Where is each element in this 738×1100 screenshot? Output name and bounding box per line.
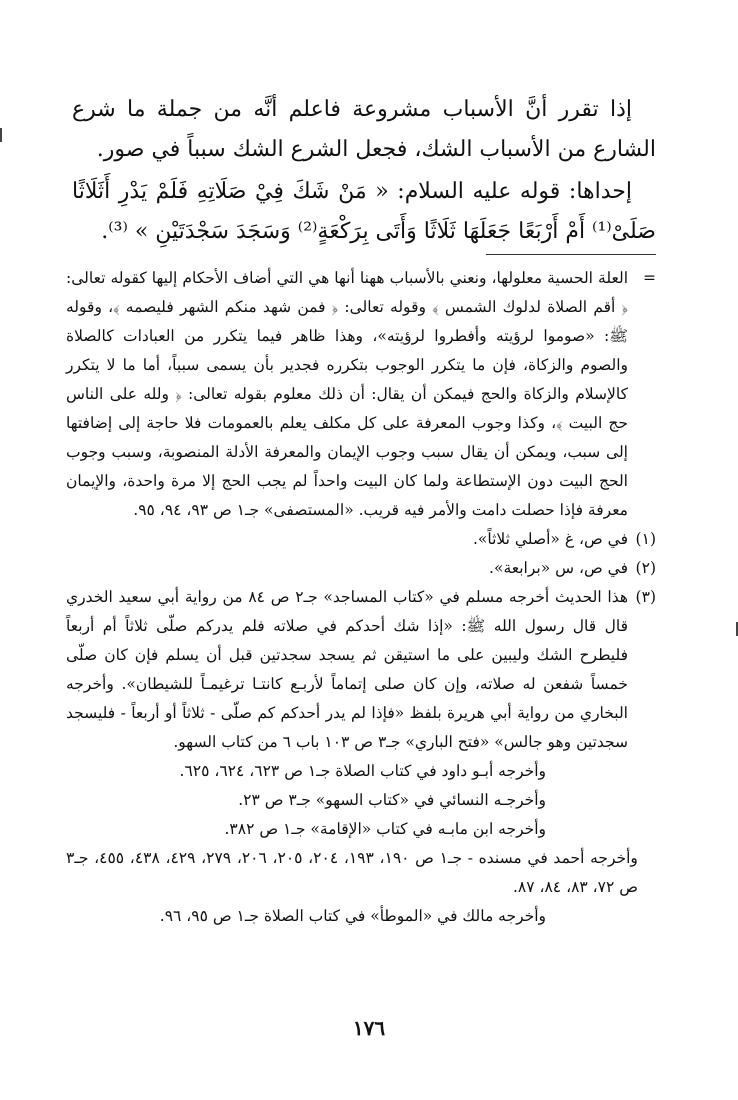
footnote-continuation xyxy=(66,264,656,525)
footnote-text: العلة الحسية معلولها، ونعني بالأسباب ههنا أنها هي التي أضاف الأحكام إليها كقوله تعالى: ﴿ أقم الصلاة لدلوك الشمس ﴾ وقوله تعالى: ﴿ فمن شهد منكم الشهر فليصمه ﴾، وقوله ﷺ: «صوموا لرؤيته وأفطروا لرؤيته»، وهذا ظاهر فيما يتكرر من العبادات كالصلاة والصوم والزكاة، فإن ما يتكرر الوجوب بتكرره فجدير بأن يسمى سبباً، أما ما لا يتكرر كالإسلام والزكاة والحج فيمكن أن يقال: أن ذلك معلوم بقوله تعالى: ﴿ ولله على الناس حج البيت ﴾، وكذا وجوب المعرفة على كل مكلف يعلم بالعمومات فلا حاجة إلى إضافتها إلى سبب، ويمكن أن يقال سبب وجوب الإيمان والمعرفة الأدلة المنصوبة، وسبب وجوب الحج البيت دون الإستطاعة ولما كان البيت واحداً لم يجب الحج إلا مرة واحدة، والإيمان معرفة فإذا حصلت دامت والأمر فيه قريب. «المستصفى» جـ١ ص ٩٣، ٩٤، ٩٥. xyxy=(66,269,628,519)
continuation-mark: = xyxy=(643,269,656,287)
footnote-1 xyxy=(66,525,656,554)
main-paragraph: إذا تقرر أنَّ الأسباب مشروعة فاعلم أنَّه من جملة ما شرع الشارع من الأسباب الشك، فجعل الشرع الشك سبباً في صور. xyxy=(72,97,656,162)
footnote-3-source: وأخرجه مالك في «الموطأ» في كتاب الصلاة جـ١ ص ٩٥، ٩٦. xyxy=(159,907,546,925)
footnote-text: هذا الحديث أخرجه مسلم في «كتاب المساجد» جـ٢ ص ٨٤ من رواية أبي سعيد الخدري قال قال رسول الله ﷺ: «إذا شك أحدكم في صلاته فلم يدركم صلّى ثلاثاً أم أربعاً فليطرح الشك وليبين على ما استيقن ثم يسجد سجدتين قبل أن يسلم فإن كان صلّى خمساً شفعن له صلاته، وإن كان صلى إتماماً لأربـع كانتـا ترغيمـاً للشيطان». وأخرجه البخاري من رواية أبي هريرة بلفظ «فإذا لم يدر أحدكم كم صلّى - ثلاثاً أو أربعاً - فليسجد سجدتين وهو جالس» «فتح الباري» جـ٣ ص ١٠٣ باب ٦ من كتاب السهو. xyxy=(66,588,629,751)
footnote-3-source: وأخرجـه النسائي في «كتاب السهو» جـ٣ ص ٢٣. xyxy=(238,791,546,809)
page-number: ١٧٦ xyxy=(352,1016,386,1040)
footnote-text: في ص، س «برابعة». xyxy=(489,559,628,577)
footnote-3-source: وأخرجه أبـو داود في كتاب الصلاة جـ١ ص ٦٢٣، ٦٢٤، ٦٢٥. xyxy=(179,762,546,780)
footnote-2 xyxy=(66,554,656,583)
main-text xyxy=(72,90,656,252)
footnote-marker: (٢) xyxy=(635,559,656,577)
footnote-3-source: وأخرجه أحمد في مسنده - جـ١ ص ١٩٠، ١٩٣، ٢٠٤، ٢٠٥، ٢٠٦، ٢٧٩، ٤٢٩، ٤٣٨، ٤٥٥، جـ٣ ص ٧٢، ٨٣، ٨٤، ٨٧. xyxy=(66,849,638,896)
footnote-marker: (٣) xyxy=(635,588,656,606)
footnotes xyxy=(66,264,656,931)
scan-edge-mark xyxy=(0,128,2,142)
footnote-text: في ص، غ «أصلي ثلاثاً». xyxy=(472,530,628,548)
footnote-3 xyxy=(66,583,656,757)
footnote-marker: (١) xyxy=(635,530,656,548)
footnote-separator xyxy=(486,254,656,255)
main-paragraph: إحداها: قوله عليه السلام: « مَنْ شَكَ فِيْ صَلَاتِهِ فَلَمْ يَدْرِ أَثَلَاثًا صَلَىْ⁽¹⁾ أَمْ أَرْبَعًا جَعَلَهَا ثَلَاثًا وَأَتَى بِرَكْعَةٍ⁽²⁾ وَسَجَدَ سَجْدَتَيْنِ » ⁽³⁾. xyxy=(72,179,656,244)
footnote-3-source: وأخرجه ابن مابـه في كتاب «الإقامة» جـ١ ص ٣٨٢. xyxy=(224,820,546,838)
